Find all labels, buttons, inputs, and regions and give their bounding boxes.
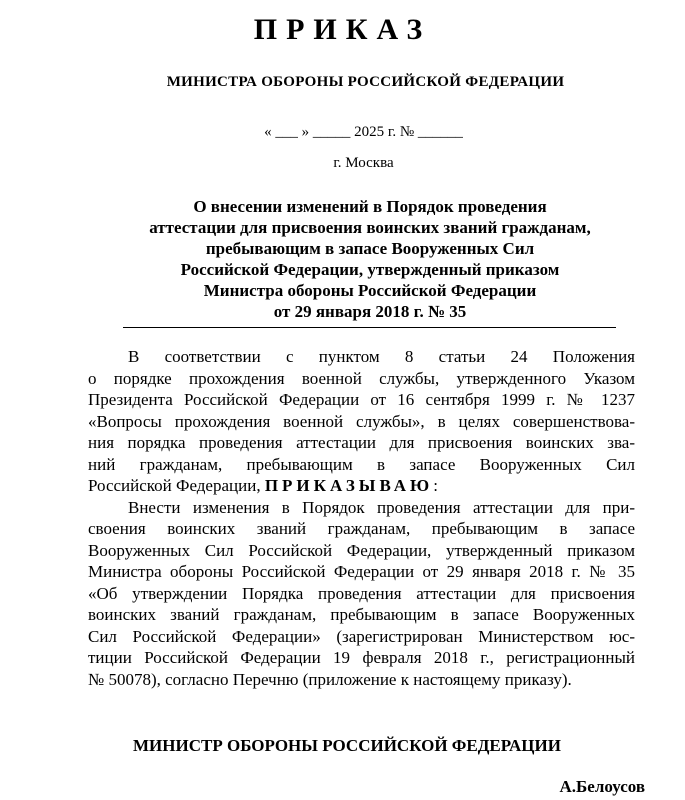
- body-line: Сил Российской Федерации» (зарегистрирован Министерством юс-: [88, 626, 635, 646]
- body-line: В соответствии с пунктом 8 статьи 24 Положения: [128, 347, 635, 366]
- body-line: Внести изменения в Порядок проведения аттестации для при-: [128, 497, 635, 517]
- heading-line: Министра обороны Российской Федерации: [203, 281, 537, 300]
- body-line: «Об утверждении Порядка проведения аттестации для присвоения: [88, 583, 635, 603]
- body-line: ния порядка проведения аттестации для присвоения воинских зва-: [88, 433, 635, 452]
- heading-line: от 29 января 2018 г. № 35: [273, 302, 467, 321]
- body-line: воинских званий гражданам, пребывающим в запасе Вооруженных: [88, 605, 635, 624]
- body-line: «Вопросы прохождения военной службы», в целях совершенствова-: [88, 411, 635, 431]
- body-line: ний гражданам, пребывающим в запасе Вооруженных Сил: [88, 454, 635, 474]
- body-line: Вооруженных Сил Российской Федерации, утвержденный приказом: [88, 540, 635, 560]
- heading-line: пребывающим в запасе Вооруженных Сил: [205, 239, 535, 258]
- document-title: ПРИКАЗ: [253, 13, 432, 46]
- heading-line: аттестации для присвоения воинских званий гражданам,: [149, 218, 591, 237]
- body-line-prefix: Российской Федерации,: [88, 476, 265, 495]
- city-line: г. Москва: [333, 155, 394, 171]
- heading-divider: [123, 327, 616, 328]
- document-heading: [100, 196, 640, 322]
- body-line: № 50078), согласно Перечню (приложение к настоящему приказу).: [88, 669, 572, 689]
- order-word: ПРИКАЗЫВАЮ: [264, 476, 434, 495]
- body-line: о порядке прохождения военной службы, утвержденного Указом: [88, 368, 635, 388]
- body-line: тиции Российской Федерации 19 февраля 2018 г., регистрационный: [88, 648, 635, 667]
- body-line: Президента Российской Федерации от 16 сентября 1999 г. № 1237: [88, 390, 635, 409]
- document-body: [88, 346, 635, 690]
- body-line-suffix: :: [433, 476, 438, 495]
- body-line: Министра обороны Российской Федерации от 29 января 2018 г. № 35: [88, 562, 635, 581]
- signatory-name: А.Белоусов: [559, 777, 645, 796]
- body-line-order: [88, 475, 635, 497]
- body-line: своения воинских званий гражданам, пребывающим в запасе: [88, 519, 635, 538]
- date-number-line: « ___ » _____ 2025 г. № ______: [264, 124, 463, 140]
- signatory-title: МИНИСТР ОБОРОНЫ РОССИЙСКОЙ ФЕДЕРАЦИИ: [133, 736, 561, 755]
- heading-line: О внесении изменений в Порядок проведения: [193, 197, 547, 216]
- document-subtitle: МИНИСТРА ОБОРОНЫ РОССИЙСКОЙ ФЕДЕРАЦИИ: [166, 74, 565, 90]
- heading-line: Российской Федерации, утвержденный приказом: [180, 260, 560, 279]
